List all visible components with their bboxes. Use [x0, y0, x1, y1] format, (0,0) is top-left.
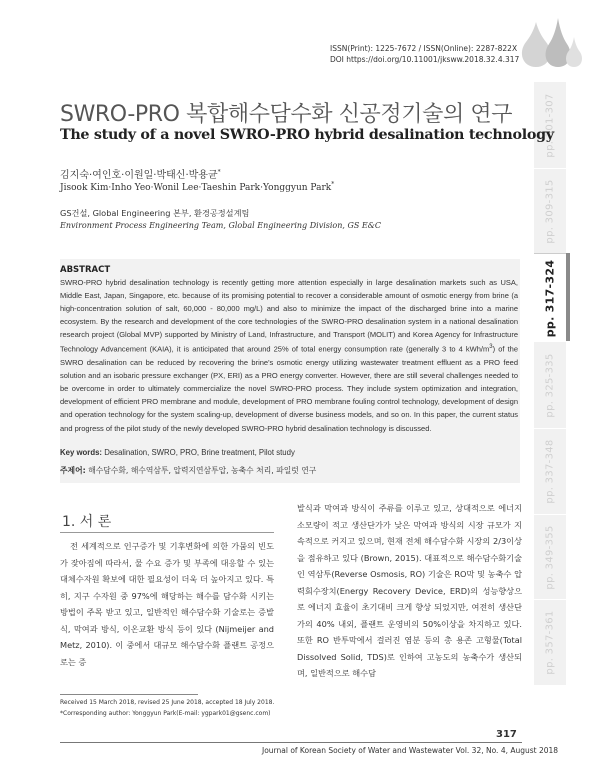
- side-tab-2[interactable]: [534, 169, 566, 253]
- paper-title-english: The study of a novel SWRO-PRO hybrid desalination technology: [60, 127, 554, 143]
- footnote-corresponding: *Corresponding author: Yonggyun Park(E-mail: ygpark01@gsenc.com): [60, 710, 271, 717]
- abstract-text-part1: SWRO-PRO hybrid desalination technology is recently getting more attention especially in large desalination markets such as USA, Middle East, Japan, Singapore, etc. because of its promising potential to recover a considerable amount of osmotic energy from brine (a high-concentration solution of salt, 60,000 - 80,000 mg/L) and also to minimize the impact of the discharged brine into a marine ecosystem. By the research and development of the core technologies of the SWRO-PRO desalination system in a national desalination research project (Global MVP) supported by Ministry of Land, Infrastructure, and Transport (MOLIT) and Korea Agency for Infrastructure Technology Advancement (KAIA), it is anticipated that around 25% of total energy consumption rate (generally 3 to 4 kWh/m: [60, 278, 518, 354]
- side-tab-label: pp. 309-315: [544, 178, 556, 244]
- side-tab-label: pp. 301-307: [544, 92, 556, 158]
- keywords-english: [60, 448, 295, 457]
- authors-english: [60, 181, 334, 193]
- side-tab-label: pp. 337-348: [544, 439, 556, 504]
- paper-title-korean: SWRO-PRO 복합해수담수화 신공정기술의 연구: [60, 102, 513, 127]
- body-column-left: 전 세계적으로 인구증가 및 기후변화에 의한 가뭄의 빈도가 잦아짐에 따라서, 물 수요 증가 및 부족에 대응할 수 있는 대체수자원 확보에 대한 필요성이 더욱 더 높아지고 있다. 특히, 지구 수자원 중 97%에 해당하는 해수를 담수화 시키는 방법이 주목 받고 있고, 일반적인 해수담수화 기술로는 증발식, 막여과 방식, 이온교환 방식 등이 있다 (Nijmeijer and Metz, 2010). 이 중에서 대규모 해수담수화 플랜트 공정으로는 증: [60, 541, 274, 667]
- doi-text[interactable]: DOI https://doi.org/10.11001/jksww.2018.32.4.317: [330, 55, 520, 64]
- affiliation-english: Environment Process Engineering Team, Global Engineering Division, GS E&C: [60, 221, 381, 230]
- side-tab-label: pp. 349-355: [544, 524, 556, 590]
- corresponding-mark: *: [217, 168, 221, 176]
- section-divider: [60, 532, 274, 533]
- side-tab-label: pp. 317-324: [543, 259, 557, 337]
- journal-logo-icon: [516, 12, 586, 72]
- keywords-label: Key words:: [60, 448, 103, 457]
- authors-korean-text: 김지숙·여인호·이원일·박태신·박용균: [60, 170, 218, 181]
- authors-korean: [60, 166, 221, 181]
- page-number: 317: [496, 729, 517, 740]
- side-tab-label: pp. 357-361: [544, 610, 556, 675]
- side-tab-4[interactable]: [534, 342, 566, 428]
- authors-english-text: Jisook Kim·Inho Yeo·Wonil Lee·Taeshin Park·Yonggyun Park: [60, 183, 332, 193]
- side-tab-label: pp. 325-335: [544, 352, 556, 418]
- corresponding-mark: *: [331, 181, 335, 188]
- keywords-ko-text: 해수담수화, 해수역삼투, 압력지연삼투압, 농축수 처리, 파일럿 연구: [88, 466, 317, 475]
- keywords-korean: [60, 465, 316, 476]
- keywords-ko-label: 주제어:: [60, 466, 86, 475]
- section-heading-introduction: 1. 서 론: [62, 514, 112, 530]
- body-column-right: 발식과 막여과 방식이 주류를 이루고 있고, 상대적으로 에너지 소모량이 적고 생산단가가 낮은 막여과 방식의 시장 규모가 지속적으로 커지고 있으며, 현재 전체 해수담수화 시장의 2/3이상을 점유하고 있다 (Brown, 2015). 대표적으로 해수담수화기술인 역삼투(Reverse Osmosis, RO) 기술은 RO막 및 농축수 압력회수장치(Energy Recovery Device, ERD)의 성능향상으로 에너지 효율이 초기대비 크게 향상 되었지만, 여전히 생산단가의 40% 내외, 플랜트 운영비의 50%이상을 차지하고 있다. 또한 RO 반투막에서 걸러진 염분 등의 총 용존 고형물(Total Dissolved Solid, TDS)로 인하여 고농도의 농축수가 생산되며, 일반적으로 해수담: [297, 503, 522, 678]
- abstract-superscript: 3: [489, 344, 493, 351]
- abstract-heading: ABSTRACT: [60, 265, 111, 275]
- keywords-text: Desalination, SWRO, PRO, Brine treatment, Pilot study: [104, 448, 295, 457]
- footnote-divider: [60, 694, 198, 695]
- side-tab-5[interactable]: [534, 429, 566, 514]
- footnote-received: Received 15 March 2018, revised 25 June 2018, accepted 18 July 2018.: [60, 699, 275, 706]
- side-tab-3-active[interactable]: [534, 253, 566, 343]
- issn-doi-block: [330, 43, 519, 65]
- abstract-text-part2: ) of the SWRO desalination can be reduced by recovering the brine's osmotic energy utilizing wastewater treatment effluent as a PRO feed solution and an isobaric pressure exchanger (PX, ERI) as a PRO energy converter. However, there are still several challenges needed to be overcome in order to ultimately commercialize the novel SWRO-PRO process. They include system optimization and integration, development of efficient PRO membrane and module, development of PRO membrane fouling control technology, development of design and operation technology for the system scaling-up, development of diverse business models, and so on. In this paper, the current status and progress of the pilot study of the newly developed SWRO-PRO hybrid desalination technology is discussed.: [60, 344, 518, 433]
- issn-text: ISSN(Print): 1225-7672 / ISSN(Online): 2287-822X: [330, 44, 518, 53]
- footer-journal-citation: Journal of Korean Society of Water and Wastewater Vol. 32, No. 4, August 2018: [262, 746, 559, 755]
- side-tab-1[interactable]: [534, 82, 566, 168]
- side-tab-6[interactable]: [534, 515, 566, 599]
- abstract-body: [60, 276, 518, 435]
- affiliation-korean: GS건설, Global Engineering 본부, 환경공정설계팀: [60, 208, 250, 218]
- active-tab-indicator: [566, 253, 570, 341]
- side-tab-7[interactable]: [534, 600, 566, 685]
- footer-divider: [60, 742, 522, 743]
